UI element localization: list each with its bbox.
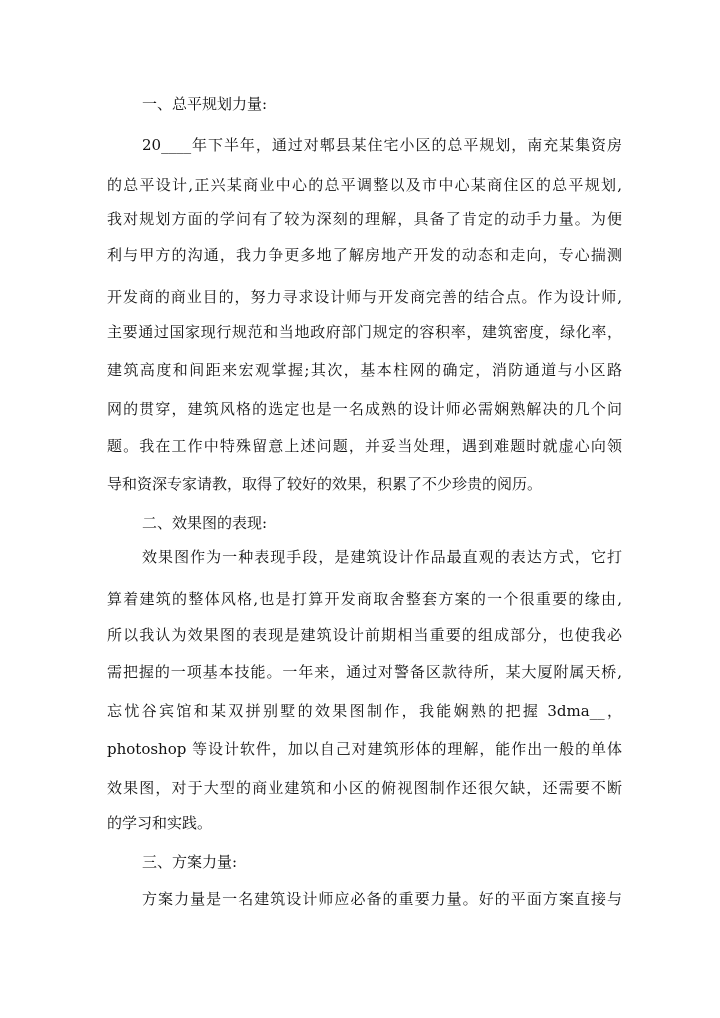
paragraph-line: 20____年下半年，通过对郫县某住宅小区的总平规划，南充某集资房 — [142, 136, 622, 154]
paragraph-line: 利与甲方的沟通，我力争更多地了解房地产开发的动态和走向，专心揣测 — [107, 246, 622, 264]
paragraph-line: 导和资深专家请教，取得了较好的效果，积累了不少珍贵的阅历。 — [107, 475, 543, 493]
paragraph-line: 建筑高度和间距来宏观掌握;其次，基本柱网的确定，消防通道与小区路 — [107, 361, 622, 379]
paragraph-line: 题。我在工作中特殊留意上述问题，并妥当处理，遇到难题时就虚心向领 — [107, 437, 622, 455]
paragraph-line: 效果图作为一种表现手段，是建筑设计作品最直观的表达方式，它打 — [142, 548, 622, 566]
section-heading: 三、方案力量: — [142, 853, 238, 871]
paragraph-line: 我对规划方面的学问有了较为深刻的理解，具备了肯定的动手力量。为便 — [107, 210, 622, 228]
section-heading: 一、总平规划力量: — [142, 95, 268, 113]
paragraph-line: 的总平设计,正兴某商业中心的总平调整以及市中心某商住区的总平规划, — [107, 176, 622, 194]
paragraph-line: 算着建筑的整体风格,也是打算开发商取舍整套方案的一个很重要的缘由, — [107, 590, 622, 608]
paragraph-line: 效果图，对于大型的商业建筑和小区的俯视图制作还很欠缺，还需要不断 — [107, 779, 622, 797]
paragraph-line: 忘忧谷宾馆和某双拼别墅的效果图制作，我能娴熟的把握 3dma__， — [107, 702, 622, 720]
paragraph-line: 所以我认为效果图的表现是建筑设计前期相当重要的组成部分，也使我必 — [107, 626, 622, 644]
paragraph-line: 主要通过国家现行规范和当地政府部门规定的容积率，建筑密度，绿化率， — [107, 323, 622, 341]
section-heading: 二、效果图的表现: — [142, 514, 268, 532]
paragraph-line: 方案力量是一名建筑设计师应必备的重要力量。好的平面方案直接与 — [142, 890, 622, 908]
paragraph-line: 开发商的商业目的，努力寻求设计师与开发商完善的结合点。作为设计师, — [107, 288, 622, 306]
paragraph-line: 需把握的一项基本技能。一年来，通过对警备区款待所，某大厦附属天桥, — [107, 663, 622, 681]
paragraph-line: photoshop 等设计软件，加以自己对建筑形体的理解，能作出一般的单体 — [107, 740, 622, 758]
paragraph-line: 的学习和实践。 — [107, 814, 213, 832]
paragraph-line: 网的贯穿，建筑风格的选定也是一名成熟的设计师必需娴熟解决的几个问 — [107, 400, 622, 418]
